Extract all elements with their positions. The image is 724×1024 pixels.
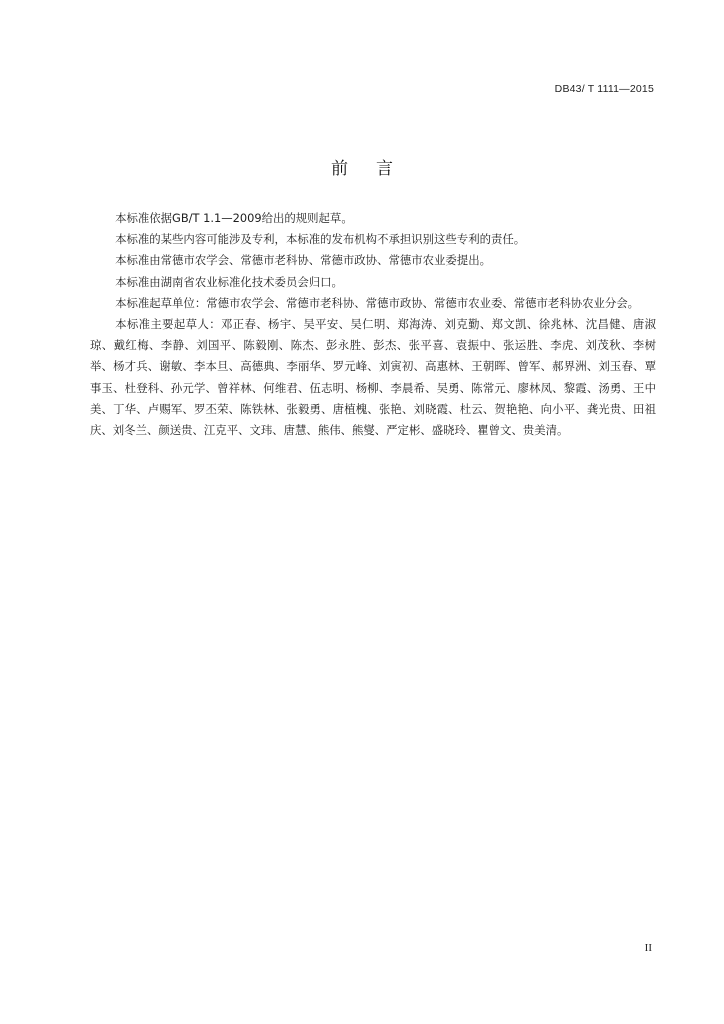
page-number: II — [644, 942, 652, 954]
paragraph-drafters: 本标准主要起草人：邓正春、杨宇、吴平安、吴仁明、郑海涛、刘克勤、郑文凯、徐兆林、沈昌健、唐淑琼、戴红梅、李静、刘国平、陈毅刚、陈杰、彭永胜、彭杰、张平喜、袁振中、张运胜、李虎、刘茂秋、李树举、杨才兵、谢敏、李本旦、高德典、李丽华、罗元峰、刘寅初、高惠林、王朝晖、曾军、郝界洲、刘玉春、覃事玉、杜登科、孙元学、曾祥林、何维君、伍志明、杨柳、李晨希、吴勇、陈常元、廖林凤、黎霞、汤勇、王中美、丁华、卢赐军、罗丕荣、陈铁林、张毅勇、唐植槐、张艳、刘晓霞、杜云、贺艳艳、向小平、龚光贵、田祖庆、刘冬兰、颜送贵、江克平、文玮、唐慧、熊伟、熊燮、严定彬、盛晓玲、瞿曾文、贵美清。 — [90, 317, 656, 438]
section-title: 前言 — [331, 159, 421, 179]
paragraph-drafting-rules: 本标准依据GB/T 1.1—2009给出的规则起草。 — [115, 211, 353, 225]
paragraph-patent-notice: 本标准的某些内容可能涉及专利，本标准的发布机构不承担识别这些专利的责任。 — [115, 232, 526, 247]
foreword-body — [90, 208, 656, 441]
paragraph-administrator: 本标准由湖南省农业标准化技术委员会归口。 — [115, 274, 343, 289]
paragraph-proposer: 本标准由常德市农学会、常德市老科协、常德市政协、常德市农业委提出。 — [115, 253, 491, 268]
document-code: DB43/ T 1111—2015 — [554, 83, 654, 95]
paragraph-drafting-units: 本标准起草单位：常德市农学会、常德市老科协、常德市政协、常德市农业委、常德市老科协农业分会。 — [115, 295, 640, 310]
